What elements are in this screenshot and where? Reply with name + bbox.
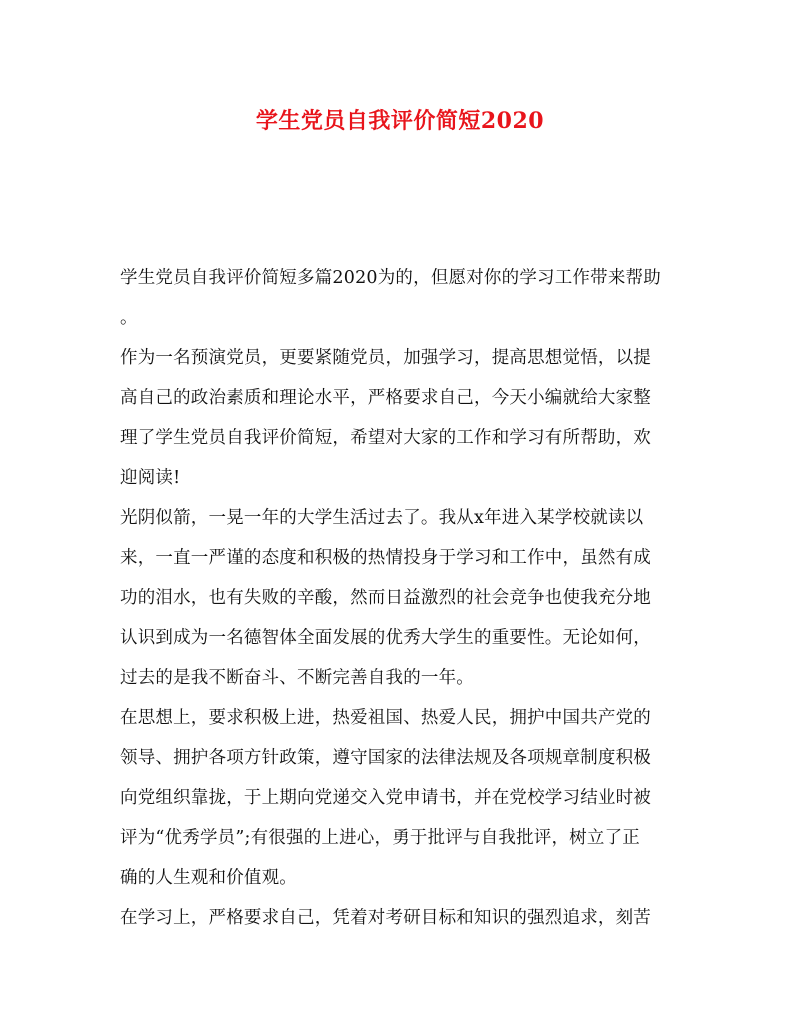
body-line: 功的泪水，也有失败的辛酸，然而日益激烈的社会竞争也使我充分地 bbox=[120, 588, 651, 608]
body-line: 学生党员自我评价简短多篇2020为的，但愿对你的学习工作带来帮助 bbox=[120, 268, 661, 288]
body-line: 高自己的政治素质和理论水平，严格要求自己，今天小编就给大家整 bbox=[120, 388, 651, 408]
body-line: 在学习上，严格要求自己，凭着对考研目标和知识的强烈追求，刻苦 bbox=[120, 908, 651, 928]
body-line: 作为一名预演党员，更要紧随党员，加强学习，提高思想觉悟，以提 bbox=[120, 348, 651, 368]
body-line: 向党组织靠拢，于上期向党递交入党申请书，并在党校学习结业时被 bbox=[120, 788, 651, 808]
body-line: 来，一直一严谨的态度和积极的热情投身于学习和工作中，虽然有成 bbox=[120, 548, 651, 568]
body-line: 在思想上，要求积极上进，热爱祖国、热爱人民，拥护中国共产党的 bbox=[120, 708, 651, 728]
body-line: 过去的是我不断奋斗、不断完善自我的一年。 bbox=[120, 668, 474, 688]
body-line: 。 bbox=[120, 308, 138, 328]
body-line: 领导、拥护各项方针政策，遵守国家的法律法规及各项规章制度积极 bbox=[120, 748, 651, 768]
body-line: 理了学生党员自我评价简短，希望对大家的工作和学习有所帮助，欢 bbox=[120, 428, 651, 448]
body-line: 光阴似箭，一晃一年的大学生活过去了。我从x年进入某学校就读以 bbox=[120, 508, 644, 528]
body-line: 认识到成为一名德智体全面发展的优秀大学生的重要性。无论如何， bbox=[120, 628, 651, 648]
body-line: 评为“优秀学员”;有很强的上进心，勇于批评与自我批评，树立了正 bbox=[120, 828, 640, 848]
body-line: 迎阅读! bbox=[120, 468, 181, 488]
body-line: 确的人生观和价值观。 bbox=[120, 868, 297, 888]
document-title: 学生党员自我评价简短2020 bbox=[255, 108, 545, 134]
document-body bbox=[120, 258, 688, 938]
